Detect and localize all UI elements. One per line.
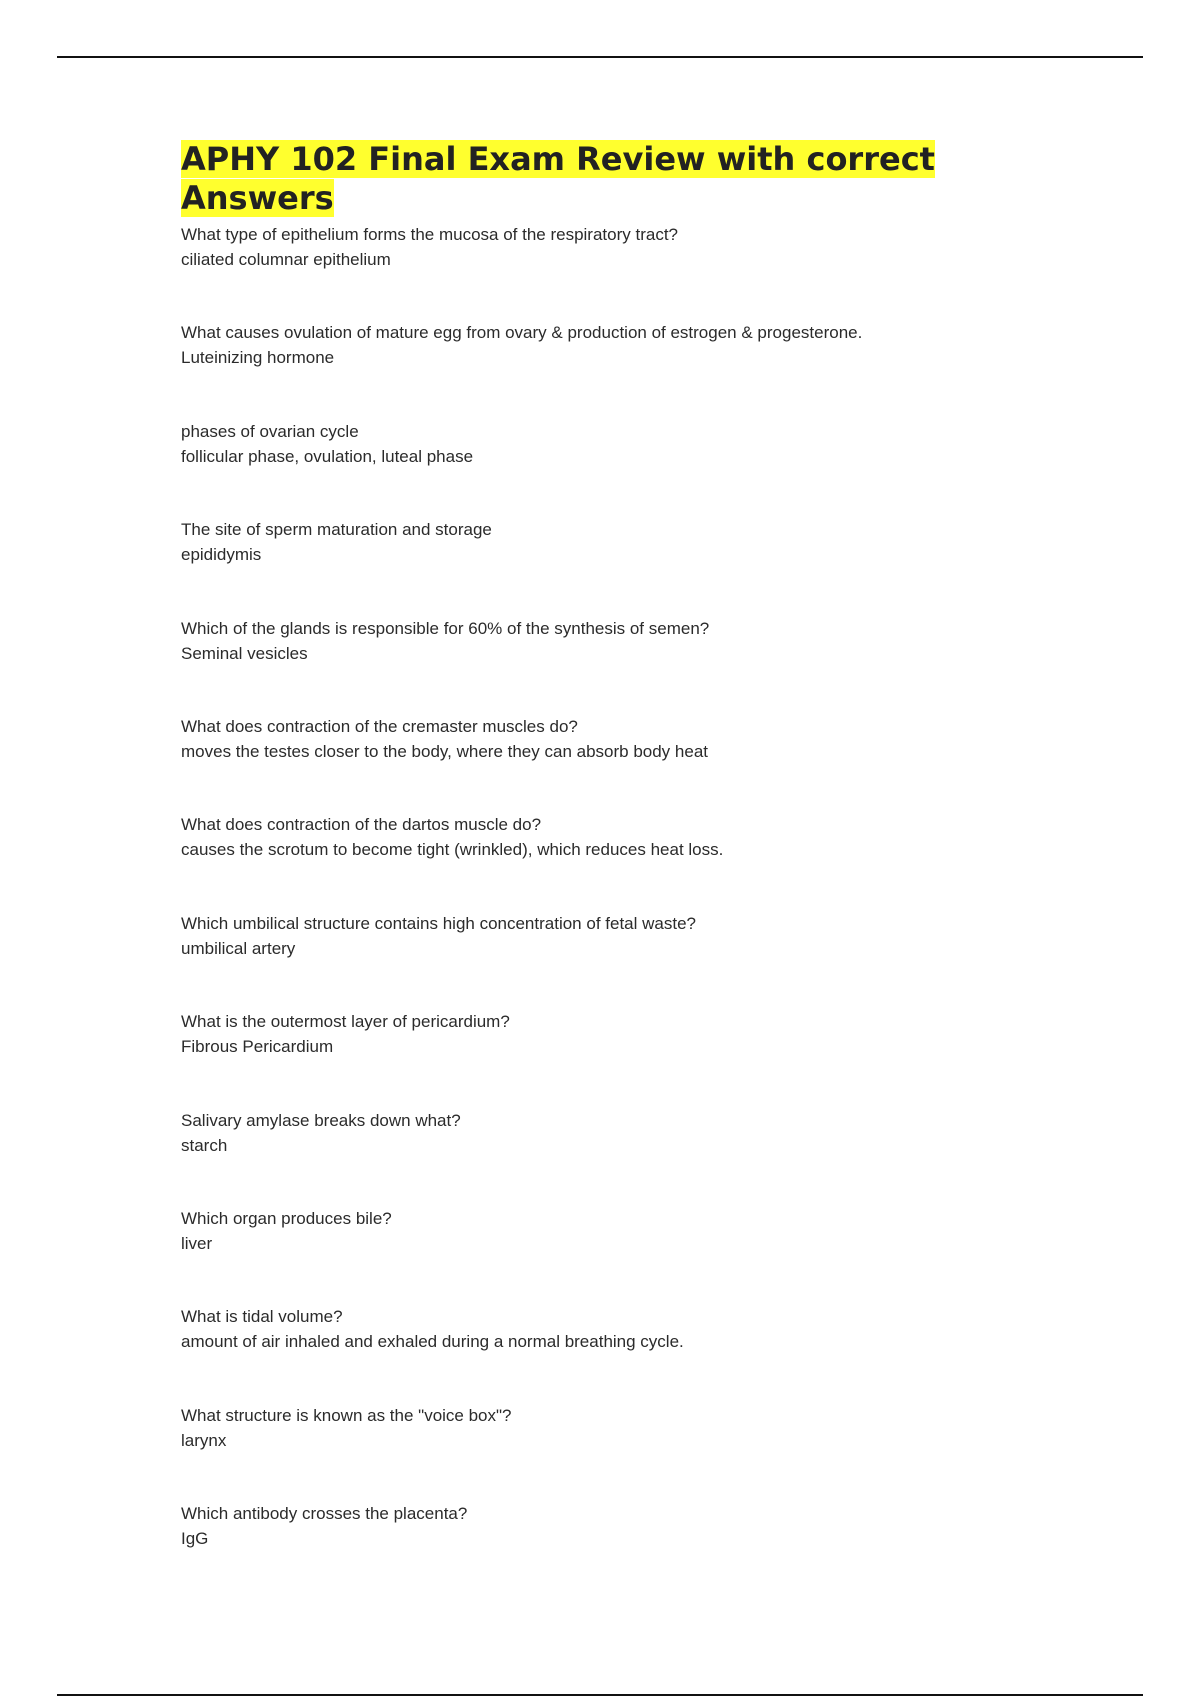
question-text: What causes ovulation of mature egg from ovary & production of estrogen & progesterone.	[181, 323, 863, 343]
question-text: What is the outermost layer of pericardium?	[181, 1012, 510, 1032]
answer-text: follicular phase, ovulation, luteal phase	[181, 446, 474, 466]
answer-text: larynx	[181, 1430, 227, 1450]
qa-item	[181, 320, 1011, 418]
question-text: What does contraction of the cremaster muscles do?	[181, 716, 578, 736]
qa-item	[181, 1501, 1011, 1599]
qa-item	[181, 1009, 1011, 1107]
question-text: What is tidal volume?	[181, 1307, 343, 1327]
question-text: What type of epithelium forms the mucosa of the respiratory tract?	[181, 225, 678, 244]
title-highlight: APHY 102 Final Exam Review with correct Answers	[181, 140, 935, 217]
question-text: The site of sperm maturation and storage	[181, 520, 492, 540]
question-text: Which organ produces bile?	[181, 1208, 392, 1228]
document-title	[181, 140, 1011, 218]
qa-item	[181, 1108, 1011, 1206]
question-text: What does contraction of the dartos muscle do?	[181, 815, 542, 835]
answer-text: starch	[181, 1135, 228, 1155]
answer-text: umbilical artery	[181, 938, 296, 958]
qa-item	[181, 714, 1011, 812]
qa-item	[181, 517, 1011, 615]
qa-item	[181, 1403, 1011, 1501]
answer-text: Luteinizing hormone	[181, 348, 335, 368]
answer-text: Fibrous Pericardium	[181, 1037, 334, 1057]
answer-text: Seminal vesicles	[181, 643, 308, 663]
qa-item	[181, 911, 1011, 1009]
footer-rule	[57, 1694, 1143, 1696]
question-text: Which of the glands is responsible for 60% of the synthesis of semen?	[181, 618, 710, 638]
qa-item	[181, 1304, 1011, 1402]
qa-item	[181, 616, 1011, 714]
answer-text: moves the testes closer to the body, where they can absorb body heat	[181, 741, 708, 761]
question-text: phases of ovarian cycle	[181, 421, 359, 441]
qa-item	[181, 1206, 1011, 1304]
answer-text: epididymis	[181, 545, 262, 565]
question-text: What structure is known as the "voice box"?	[181, 1405, 512, 1425]
answer-text: amount of air inhaled and exhaled during a normal breathing cycle.	[181, 1332, 684, 1352]
question-text: Which antibody crosses the placenta?	[181, 1504, 468, 1524]
header-rule	[57, 56, 1143, 58]
question-text: Which umbilical structure contains high concentration of fetal waste?	[181, 913, 696, 933]
answer-text: ciliated columnar epithelium	[181, 250, 391, 269]
question-text: Salivary amylase breaks down what?	[181, 1110, 461, 1130]
qa-item	[181, 812, 1011, 910]
answer-text: liver	[181, 1233, 213, 1253]
answer-text: causes the scrotum to become tight (wrinkled), which reduces heat loss.	[181, 840, 724, 860]
answer-text: IgG	[181, 1529, 209, 1549]
document-body	[181, 140, 1011, 1599]
qa-item	[181, 419, 1011, 517]
qa-item	[181, 222, 1011, 320]
